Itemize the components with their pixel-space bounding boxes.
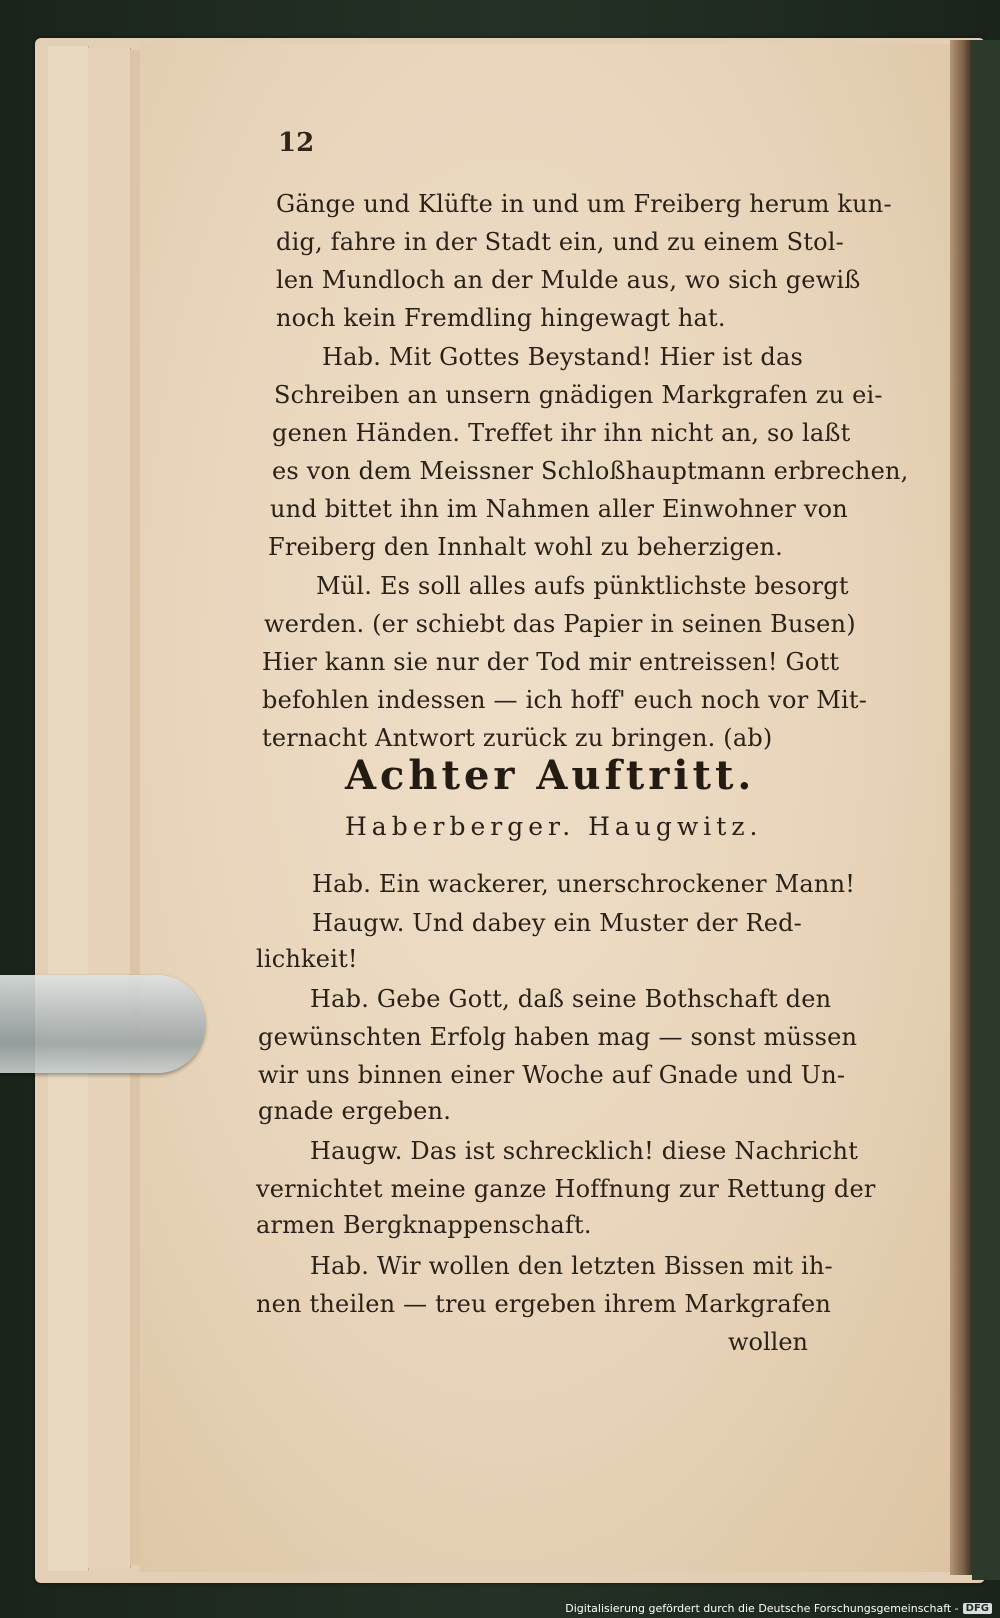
text-line: Mül. Es soll alles aufs pünktlichste besorgt	[316, 572, 849, 600]
text-line: Haugw. Und dabey ein Muster der Red-	[312, 909, 802, 937]
text-line: Gänge und Klüfte in und um Freiberg herum kun-	[276, 190, 892, 218]
text-line: und bittet ihn im Nahmen aller Einwohner von	[270, 495, 848, 523]
text-line: nen theilen — treu ergeben ihrem Markgrafen	[256, 1290, 832, 1318]
footer-credit: Digitalisierung gefördert durch die Deutsche Forschungsgemeinschaft -	[565, 1601, 959, 1615]
text-line: noch kein Fremdling hingewagt hat.	[276, 304, 726, 332]
scene-heading: Achter Auftritt.	[345, 752, 756, 799]
text-line: Hab. Gebe Gott, daß seine Bothschaft den	[310, 985, 832, 1013]
dfg-logo-icon: DFG	[963, 1603, 992, 1614]
text-line: es von dem Meissner Schloßhauptmann erbrechen,	[272, 457, 909, 485]
text-line: lichkeit!	[256, 945, 358, 973]
page-clip	[0, 975, 205, 1073]
text-line: ternacht Antwort zurück zu bringen. (ab)	[262, 724, 773, 752]
text-line: vernichtet meine ganze Hoffnung zur Rettung der	[256, 1175, 876, 1203]
text-line: Hab. Wir wollen den letzten Bissen mit ih-	[310, 1252, 833, 1280]
text-line: Haugw. Das ist schrecklich! diese Nachricht	[310, 1137, 859, 1165]
catchword: wollen	[728, 1328, 809, 1356]
scene-characters: Haberberger. Haugwitz.	[345, 812, 763, 841]
text-line: armen Bergknappenschaft.	[256, 1211, 592, 1239]
page-number: 12	[278, 128, 315, 158]
text-line: befohlen indessen — ich hoff' euch noch vor Mit-	[262, 686, 868, 714]
text-line: Freiberg den Innhalt wohl zu beherzigen.	[268, 533, 783, 561]
book-gutter	[950, 40, 972, 1575]
text-line: genen Händen. Treffet ihr ihn nicht an, so laßt	[272, 419, 851, 447]
page-edge	[88, 48, 131, 1568]
text-line: Hier kann sie nur der Tod mir entreissen! Gott	[262, 648, 840, 676]
text-line: Hab. Mit Gottes Beystand! Hier ist das	[322, 343, 803, 371]
text-line: gnade ergeben.	[258, 1097, 452, 1125]
text-line: len Mundloch an der Mulde aus, wo sich gewiß	[276, 266, 861, 294]
text-line: Hab. Ein wackerer, unerschrockener Mann!	[312, 870, 856, 898]
text-line: Schreiben an unsern gnädigen Markgrafen zu ei-	[274, 381, 883, 409]
footer	[565, 1600, 992, 1616]
text-line: wir uns binnen einer Woche auf Gnade und Un-	[258, 1061, 846, 1089]
facing-page-edge	[972, 40, 1000, 1580]
page-edge	[48, 46, 89, 1571]
text-line: werden. (er schiebt das Papier in seinen Busen)	[264, 610, 856, 638]
text-line: gewünschten Erfolg haben mag — sonst müssen	[258, 1023, 858, 1051]
text-line: dig, fahre in der Stadt ein, und zu einem Stol-	[276, 228, 844, 256]
